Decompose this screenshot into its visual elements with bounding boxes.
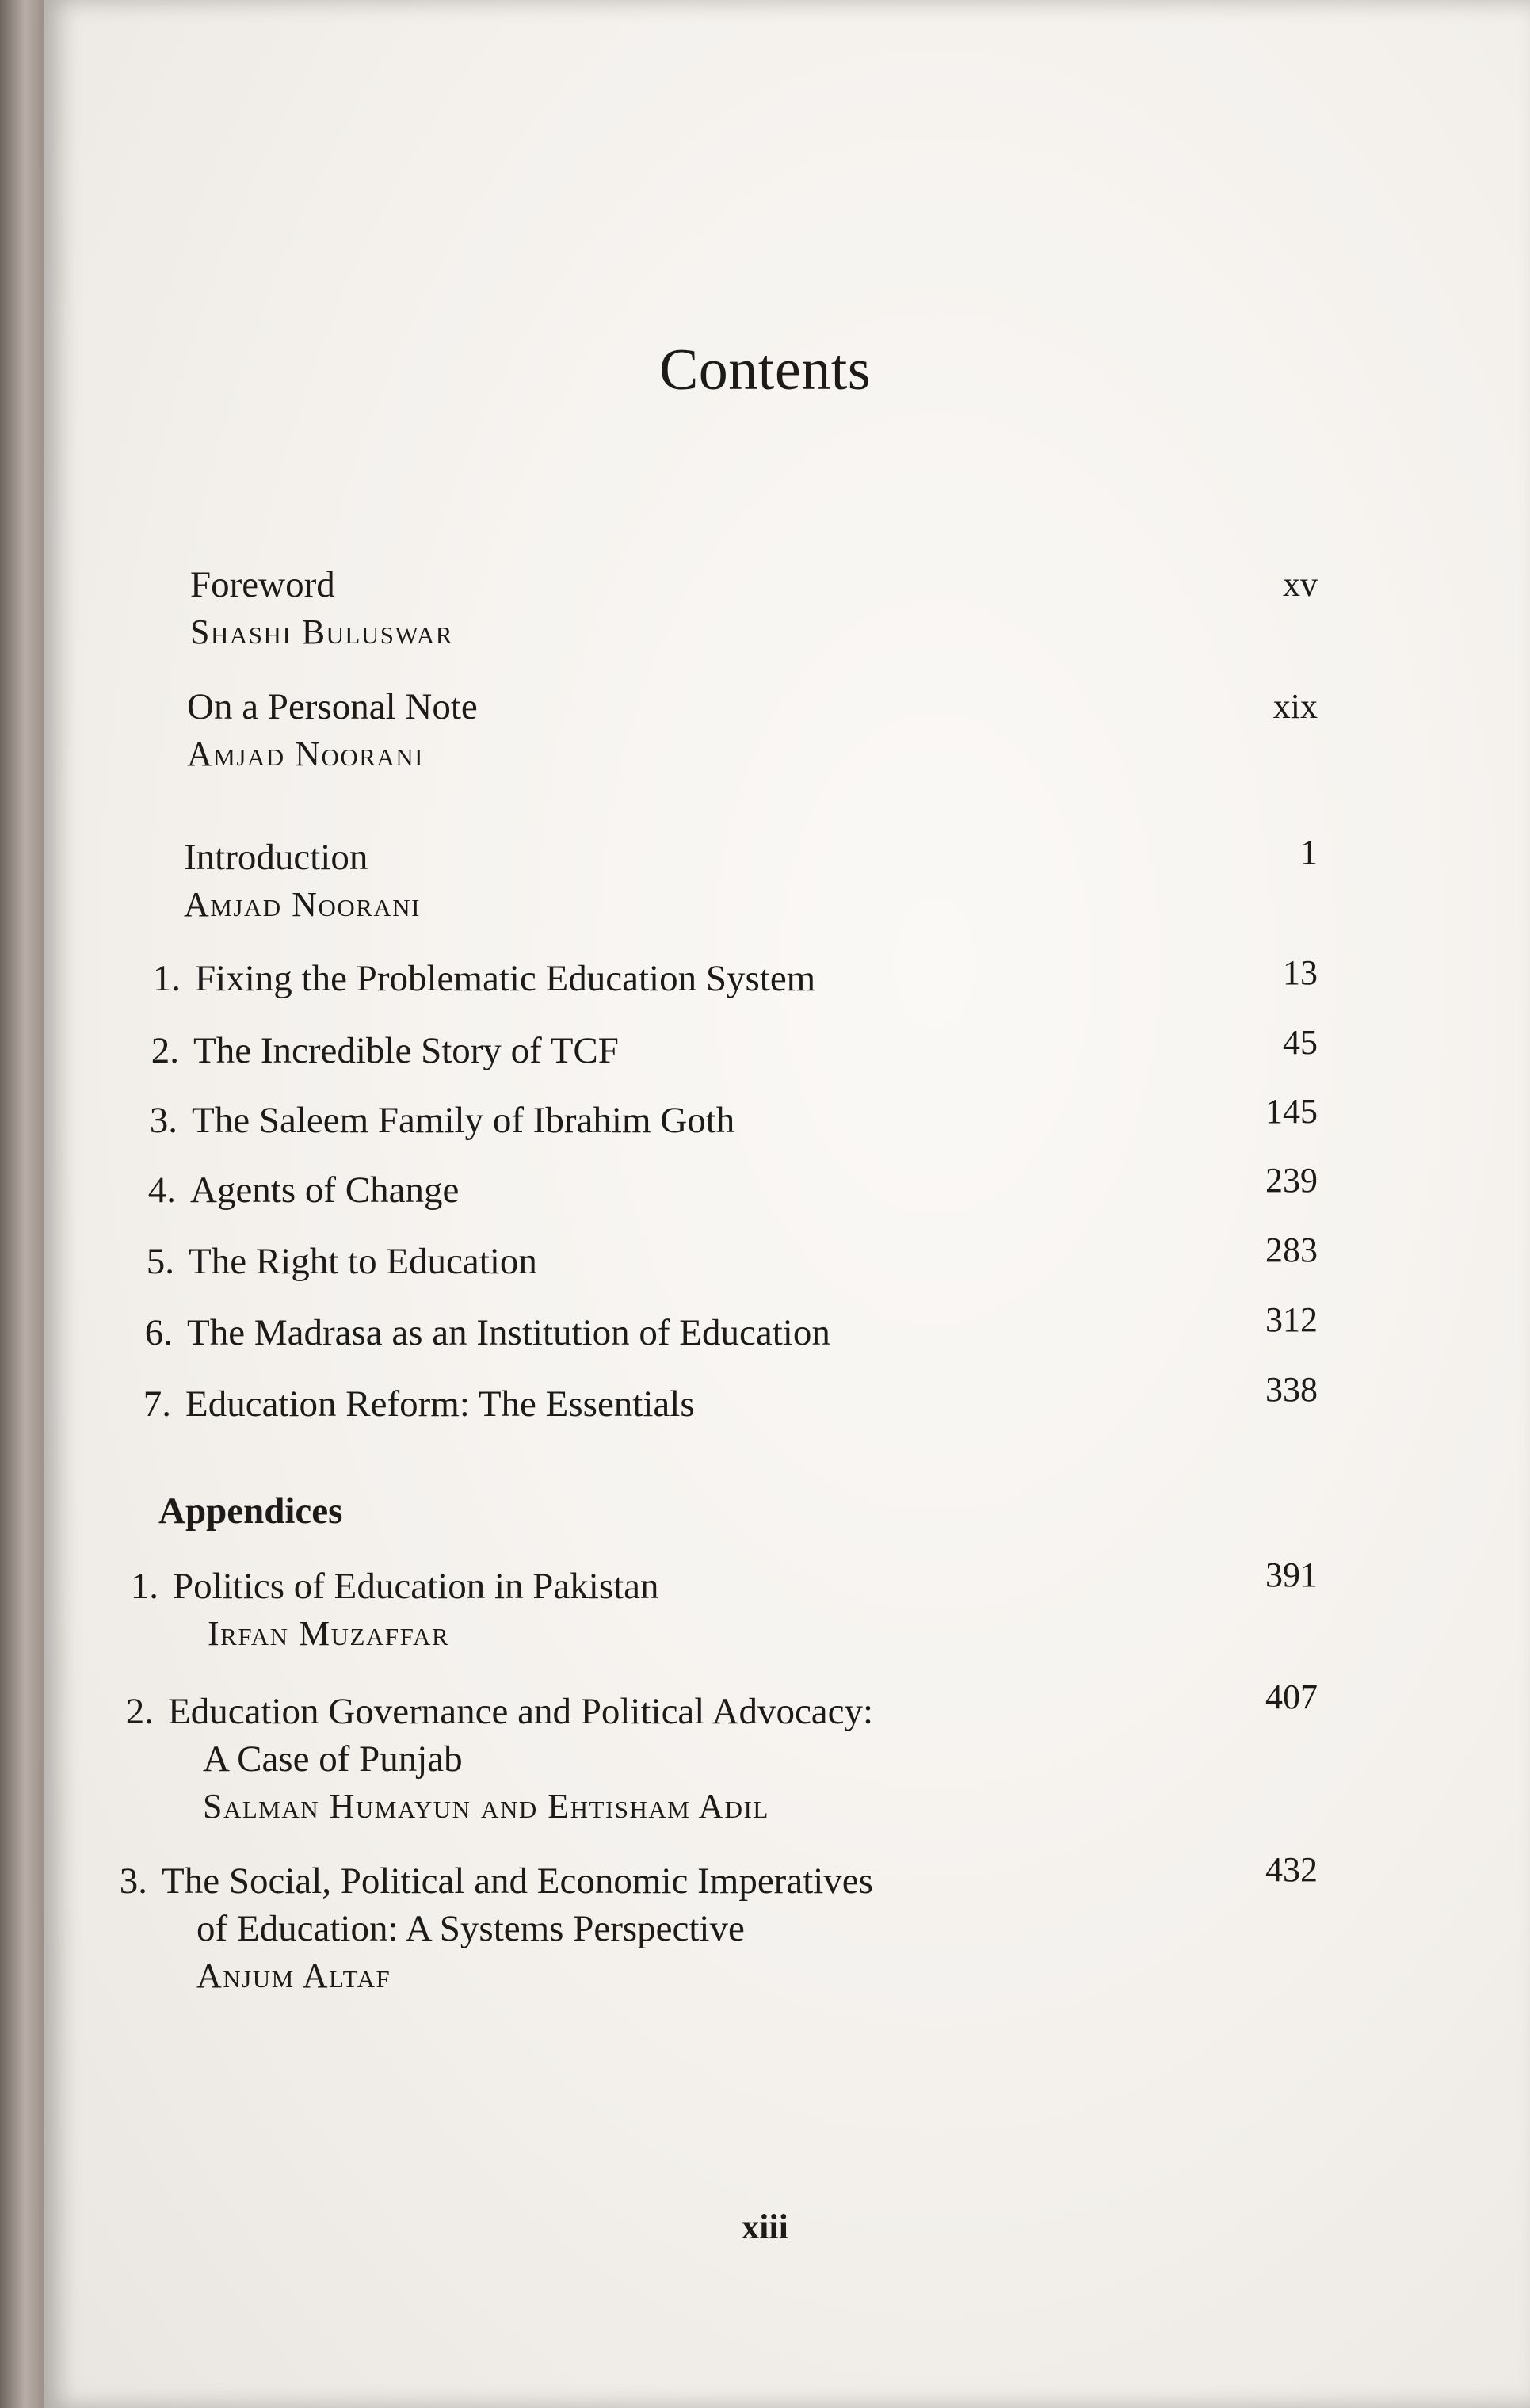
chapter-number: 1. <box>152 958 181 999</box>
page-number: xiii <box>742 2208 788 2246</box>
entry-author: Anjum Altaf <box>196 1956 391 1995</box>
appendix-title-line: The Social, Political and Economic Imperatives <box>162 1860 873 1902</box>
toc-appendix <box>108 1688 873 1830</box>
entry-title: Foreword <box>190 564 335 605</box>
page-ref: 338 <box>1265 1370 1318 1409</box>
toc-chapter <box>128 1238 537 1285</box>
toc-entry-introduction <box>184 834 421 929</box>
chapter-number: 4. <box>147 1170 176 1211</box>
page-ref: 1 <box>1300 833 1318 872</box>
chapter-number: 3. <box>149 1100 177 1141</box>
page-ref: 407 <box>1265 1677 1318 1716</box>
chapter-title: The Right to Education <box>189 1241 537 1282</box>
chapter-number: 6. <box>144 1312 173 1353</box>
entry-author: Shashi Buluswar <box>190 612 453 651</box>
page-ref: 283 <box>1265 1231 1318 1269</box>
entry-author: Irfan Muzaffar <box>208 1614 450 1653</box>
appendix-title-line: Politics of Education in Pakistan <box>173 1566 659 1607</box>
toc-appendix <box>113 1563 659 1658</box>
page-ref: 145 <box>1265 1092 1318 1131</box>
contents-heading: Contents <box>658 338 872 403</box>
appendix-title-line: of Education: A Systems Perspective <box>196 1908 745 1949</box>
appendix-number: 3. <box>119 1860 147 1902</box>
chapter-title: The Madrasa as an Institution of Education <box>187 1312 830 1353</box>
chapter-title: Education Reform: The Essentials <box>185 1383 695 1425</box>
appendix-title-line: Education Governance and Political Advocacy: <box>168 1691 874 1732</box>
page-ref: 432 <box>1265 1850 1318 1889</box>
entry-author: Salman Humayun and Ehtisham Adil <box>203 1787 769 1826</box>
entry-author: Amjad Noorani <box>187 735 425 773</box>
entry-author: Amjad Noorani <box>184 885 422 924</box>
toc-chapter <box>132 1097 734 1144</box>
toc-chapter <box>133 1027 619 1074</box>
appendix-number: 1. <box>130 1566 158 1607</box>
appendix-title-line: A Case of Punjab <box>203 1738 463 1780</box>
chapter-number: 7. <box>143 1383 171 1425</box>
chapter-title: Fixing the Problematic Education System <box>195 958 816 999</box>
page-ref: 239 <box>1265 1161 1318 1200</box>
chapter-title: Agents of Change <box>190 1170 460 1211</box>
appendices-heading: Appendices <box>158 1490 343 1532</box>
chapter-number: 2. <box>151 1030 179 1071</box>
page-ref: xix <box>1272 687 1318 726</box>
toc-chapter <box>130 1166 459 1214</box>
chapter-title: The Saleem Family of Ibrahim Goth <box>192 1100 735 1141</box>
page-ref: 391 <box>1265 1555 1318 1594</box>
toc-entry-personal-note <box>187 683 478 778</box>
toc-chapter <box>135 955 815 1002</box>
entry-title: On a Personal Note <box>187 686 478 727</box>
page-ref: 45 <box>1283 1023 1318 1062</box>
chapter-title: The Incredible Story of TCF <box>193 1030 619 1071</box>
appendix-number: 2. <box>125 1691 154 1732</box>
page-ref: 13 <box>1283 953 1318 992</box>
page-ref: 312 <box>1265 1300 1318 1339</box>
chapter-number: 5. <box>146 1241 174 1282</box>
toc-chapter <box>127 1309 830 1357</box>
toc-chapter <box>125 1380 695 1428</box>
entry-title: Introduction <box>184 837 368 878</box>
toc-appendix <box>101 1857 873 2000</box>
page-ref: xv <box>1283 565 1318 604</box>
toc-entry-foreword <box>190 561 453 656</box>
